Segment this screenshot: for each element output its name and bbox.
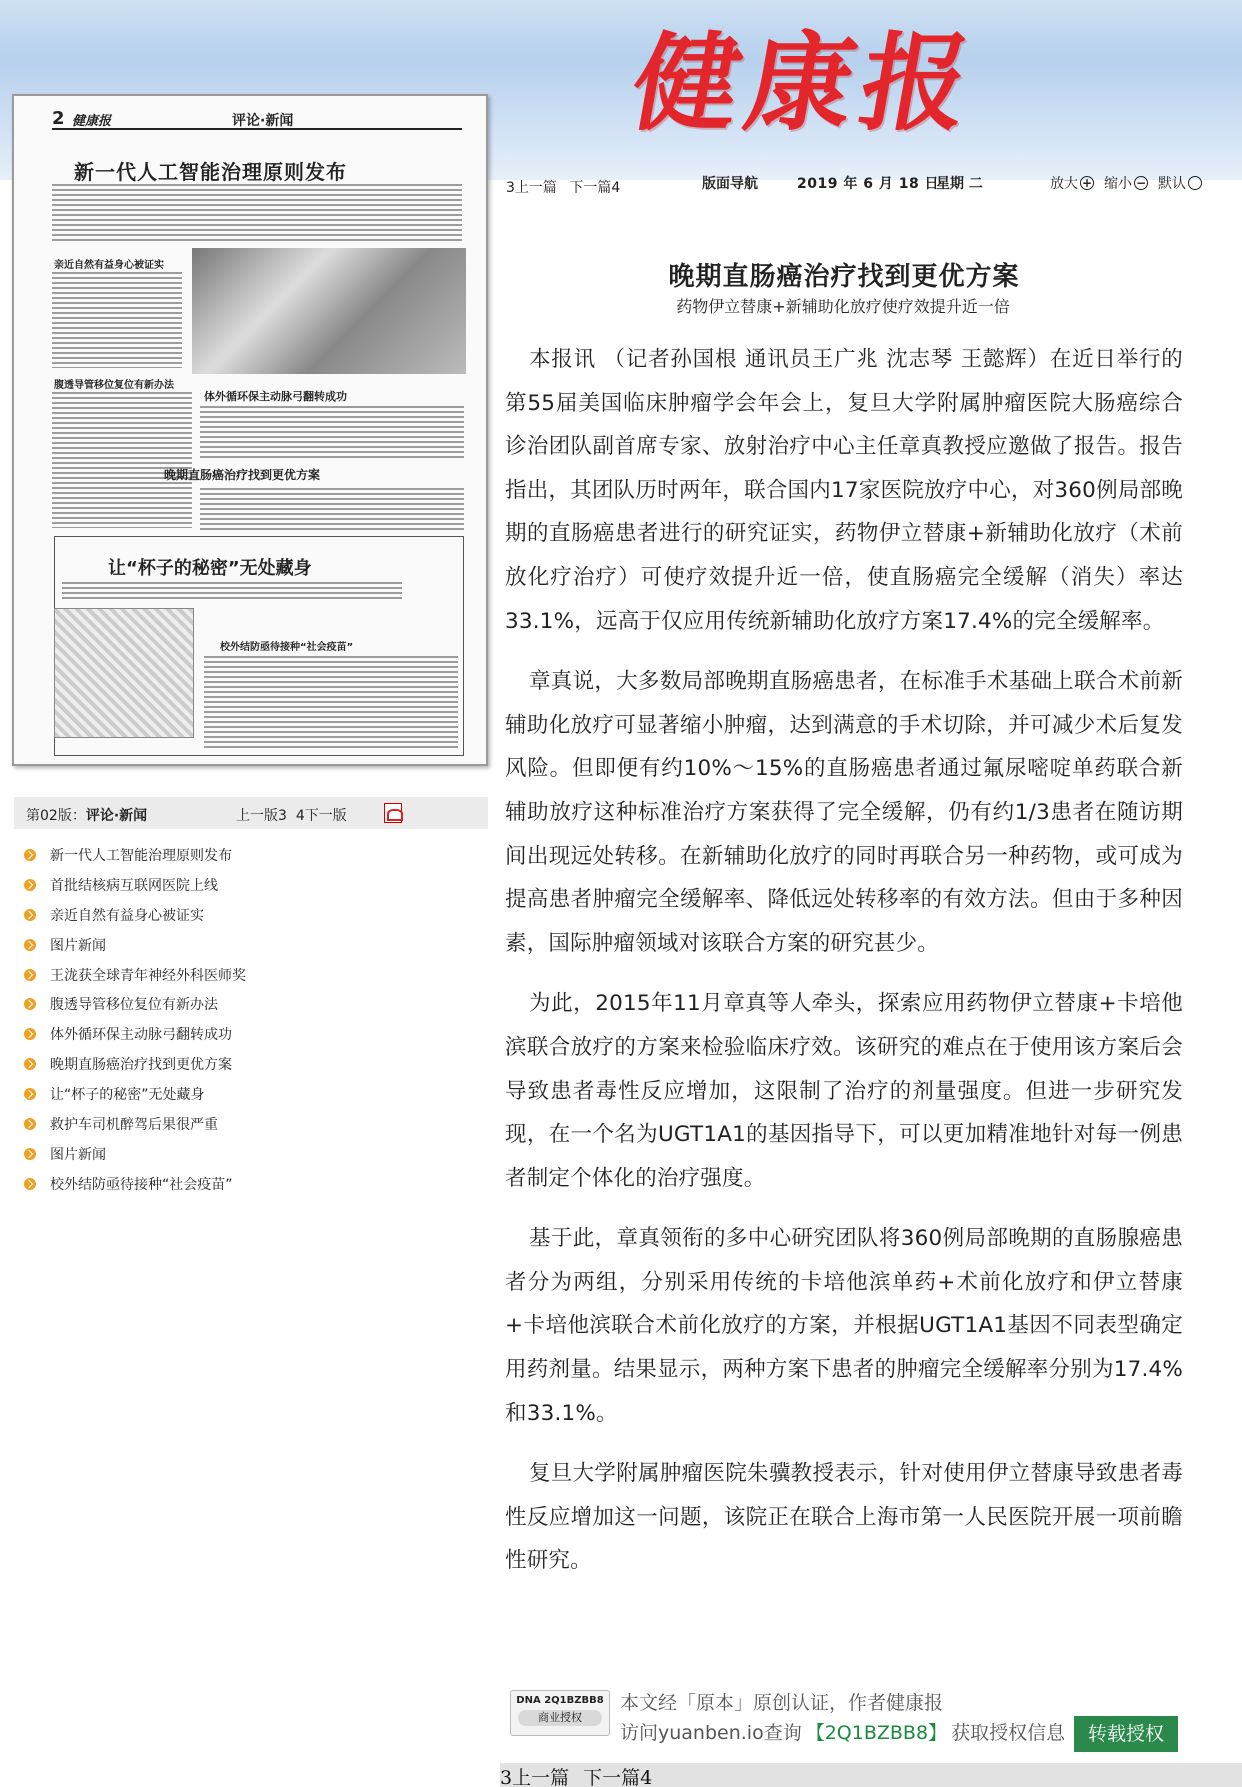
article-link[interactable]: 新一代人工智能治理原则发布 xyxy=(50,847,232,864)
thumbnail-headline: 晚期直肠癌治疗找到更优方案 xyxy=(164,468,321,482)
thumbnail-section: 评论·新闻 xyxy=(232,113,294,129)
thumbnail-headline: 体外循环保主动脉弓翻转成功 xyxy=(204,390,347,403)
copyright-certification xyxy=(510,1688,1180,1754)
article-prev-next xyxy=(506,177,628,197)
prev-article-link[interactable]: 3上一篇 xyxy=(506,180,557,196)
prev-page-link[interactable]: 上一版3 xyxy=(236,808,287,824)
arrow-bullet-icon xyxy=(24,1178,36,1190)
thumbnail-text-block xyxy=(52,184,462,244)
page-info-bar xyxy=(14,797,488,829)
next-article-link[interactable]: 下一篇4 xyxy=(583,1767,653,1787)
article-paragraph: 复旦大学附属肿瘤医院朱骥教授表示，针对使用伊立替康导致患者毒性反应增加这一问题，该院正在联合上海市第一人民医院开展一项前瞻性研究。 xyxy=(505,1461,1183,1574)
list-item[interactable] xyxy=(24,930,474,960)
page-name: 评论·新闻 xyxy=(85,808,148,824)
arrow-bullet-icon xyxy=(24,998,36,1010)
article-title: 晚期直肠癌治疗找到更优方案 xyxy=(668,262,1020,292)
article-link[interactable]: 校外结防亟待接种“社会疫苗” xyxy=(50,1176,233,1193)
thumbnail-paper-name: 健康报 xyxy=(72,114,112,129)
thumbnail-headline: 亲近自然有益身心被证实 xyxy=(54,260,164,271)
article-paragraph: 章真说，大多数局部晚期直肠癌患者，在标准手术基础上联合术前新辅助化放疗可显著缩小肿瘤，达到满意的手术切除，并可减少术后复发风险。但即便有约10%～15%的直肠癌患者通过氟尿嘧啶单药联合新辅助放疗这种标准治疗方案获得了完全缓解，仍有约1/3患者在随访期间出现远处转移。在新辅助化放疗的同时再联合另一种药物，或可成为提高患者肿瘤完全缓解率、降低远处转移率的有效方法。但由于多种因素，国际肿瘤领域对该联合方案的研究甚少。 xyxy=(505,669,1183,956)
article-paragraph: 本报讯 （记者孙国根 通讯员王广兆 沈志琴 王懿辉）在近日举行的第55届美国临床肿瘤学会年会上，复旦大学附属肿瘤医院大肠癌综合诊治团队副首席专家、放射治疗中心主任章真教授应邀做了报告。报告指出，其团队历时两年，联合国内17家医院放疗中心，对360例局部晚期的直肠癌患者进行的研究证实，药物伊立替康+新辅助化放疗（术前放化疗治疗）可使疗效提升近一倍，使直肠癌完全缓解（消失）率达33.1%，远高于仅应用传统新辅助化放疗方案17.4%的完全缓解率。 xyxy=(505,347,1183,634)
arrow-bullet-icon xyxy=(24,1058,36,1070)
list-item[interactable] xyxy=(24,960,474,990)
arrow-bullet-icon xyxy=(24,1118,36,1130)
minus-circle-icon: − xyxy=(1135,176,1147,190)
arrow-bullet-icon xyxy=(24,1028,36,1040)
article-link[interactable]: 王泷获全球青年神经外科医师奖 xyxy=(50,967,246,984)
thumbnail-text-block xyxy=(200,406,464,460)
article-link[interactable]: 亲近自然有益身心被证实 xyxy=(50,907,204,924)
page-number-label: 第02版： xyxy=(26,808,86,824)
license-label: 商业授权 xyxy=(518,1710,602,1726)
article-subtitle: 药物伊立替康+新辅助化放疗使疗效提升近一倍 xyxy=(676,297,1010,316)
list-item[interactable] xyxy=(24,1139,474,1169)
dna-badge[interactable] xyxy=(510,1690,610,1736)
article-content xyxy=(505,250,1183,1600)
certification-query-line xyxy=(620,1718,1065,1745)
zoom-in-button[interactable] xyxy=(1050,173,1094,193)
issue-date: 2019 年 6 月 18 日 xyxy=(797,176,940,192)
zoom-default-label: 默认 xyxy=(1158,176,1186,192)
thumbnail-headline: 新一代人工智能治理原则发布 xyxy=(74,160,347,184)
thumbnail-page-number: 2 xyxy=(52,108,65,129)
thumbnail-headline: 让“杯子的秘密”无处藏身 xyxy=(108,558,312,579)
article-paragraph: 为此，2015年11月章真等人牵头，探索应用药物伊立替康+卡培他滨联合放疗的方案来检验临床疗效。该研究的难点在于使用该方案后会导致患者毒性反应增加，这限制了治疗的剂量强度。但进一步研究发现，在一个名为UGT1A1的基因指导下，可以更加精准地针对每一例患者制定个体化的治疗强度。 xyxy=(505,991,1183,1191)
article-link[interactable]: 让“杯子的秘密”无处藏身 xyxy=(50,1087,205,1104)
thumbnail-photo xyxy=(192,248,466,374)
page-nav xyxy=(236,805,347,825)
bottom-article-nav xyxy=(500,1763,1242,1787)
circle-icon xyxy=(1188,176,1202,190)
page-label xyxy=(26,805,147,825)
list-item[interactable] xyxy=(24,1019,474,1049)
list-item[interactable] xyxy=(24,1049,474,1079)
arrow-bullet-icon xyxy=(24,909,36,921)
thumbnail-text-block xyxy=(62,582,402,602)
certification-code: 【2Q1BZBB8】 xyxy=(805,1722,948,1744)
zoom-out-label: 缩小 xyxy=(1104,176,1132,192)
newspaper-logo[interactable]: 健康报 xyxy=(623,20,988,145)
article-list xyxy=(24,840,474,1199)
list-item[interactable] xyxy=(24,840,474,870)
article-link[interactable]: 救护车司机醉驾后果很严重 xyxy=(50,1116,218,1133)
list-item[interactable] xyxy=(24,870,474,900)
arrow-bullet-icon xyxy=(24,879,36,891)
query-suffix: 获取授权信息 xyxy=(951,1722,1066,1744)
arrow-bullet-icon xyxy=(24,939,36,951)
arrow-bullet-icon xyxy=(24,849,36,861)
issue-weekday: 星期 二 xyxy=(936,176,983,192)
list-item[interactable] xyxy=(24,1109,474,1139)
arrow-bullet-icon xyxy=(24,1148,36,1160)
dna-label: DNA 2Q1BZBB8 xyxy=(516,1695,604,1706)
thumbnail-illustration xyxy=(54,608,194,738)
arrow-bullet-icon xyxy=(24,969,36,981)
list-item[interactable] xyxy=(24,1169,474,1199)
thumbnail-headline: 校外结防亟待接种“社会疫苗” xyxy=(220,642,354,653)
pdf-icon[interactable] xyxy=(384,803,402,823)
certification-line: 本文经「原本」原创认证，作者健康报 xyxy=(620,1692,944,1714)
list-item[interactable] xyxy=(24,989,474,1019)
article-link[interactable]: 首批结核病互联网医院上线 xyxy=(50,877,218,894)
article-navbar xyxy=(500,167,1242,201)
prev-article-link[interactable]: 3上一篇 xyxy=(500,1767,570,1787)
thumbnail-text-block xyxy=(200,488,464,532)
article-paragraph: 基于此，章真领衔的多中心研究团队将360例局部晚期的直肠腺癌患者分为两组，分别采用传统的卡培他滨单药+术前化放疗和伊立替康+卡培他滨联合术前化放疗的方案，并根据UGT1A1基因不同表型确定用药剂量。结果显示，两种方案下患者的肿瘤完全缓解率分别为17.4%和33.1%。 xyxy=(505,1226,1183,1426)
thumbnail-text-block xyxy=(52,392,192,528)
article-link[interactable]: 图片新闻 xyxy=(50,937,106,954)
plus-circle-icon: + xyxy=(1081,176,1093,190)
next-page-link[interactable]: 4下一版 xyxy=(295,808,347,824)
next-article-link[interactable]: 下一篇4 xyxy=(569,180,621,196)
thumbnail-text-block xyxy=(52,272,182,368)
reprint-license-button[interactable]: 转载授权 xyxy=(1074,1716,1178,1752)
thumbnail-page-header xyxy=(52,108,462,130)
zoom-default-button[interactable] xyxy=(1158,173,1202,193)
newspaper-page-thumbnail[interactable] xyxy=(12,94,488,766)
query-prefix: 访问yuanben.io查询 xyxy=(620,1722,802,1744)
layout-nav-link[interactable]: 版面导航 xyxy=(702,176,758,192)
zoom-out-button[interactable] xyxy=(1104,173,1148,193)
article-link[interactable]: 晚期直肠癌治疗找到更优方案 xyxy=(50,1057,232,1074)
thumbnail-text-block xyxy=(204,656,458,748)
thumbnail-headline: 腹透导管移位复位有新办法 xyxy=(54,380,174,391)
article-body xyxy=(505,338,1183,1583)
article-link[interactable]: 图片新闻 xyxy=(50,1146,106,1163)
zoom-controls xyxy=(1050,173,1202,193)
list-item[interactable] xyxy=(24,900,474,930)
zoom-in-label: 放大 xyxy=(1050,176,1078,192)
article-link[interactable]: 体外循环保主动脉弓翻转成功 xyxy=(50,1027,232,1044)
article-link[interactable]: 腹透导管移位复位有新办法 xyxy=(50,997,218,1014)
list-item[interactable] xyxy=(24,1079,474,1109)
arrow-bullet-icon xyxy=(24,1088,36,1100)
